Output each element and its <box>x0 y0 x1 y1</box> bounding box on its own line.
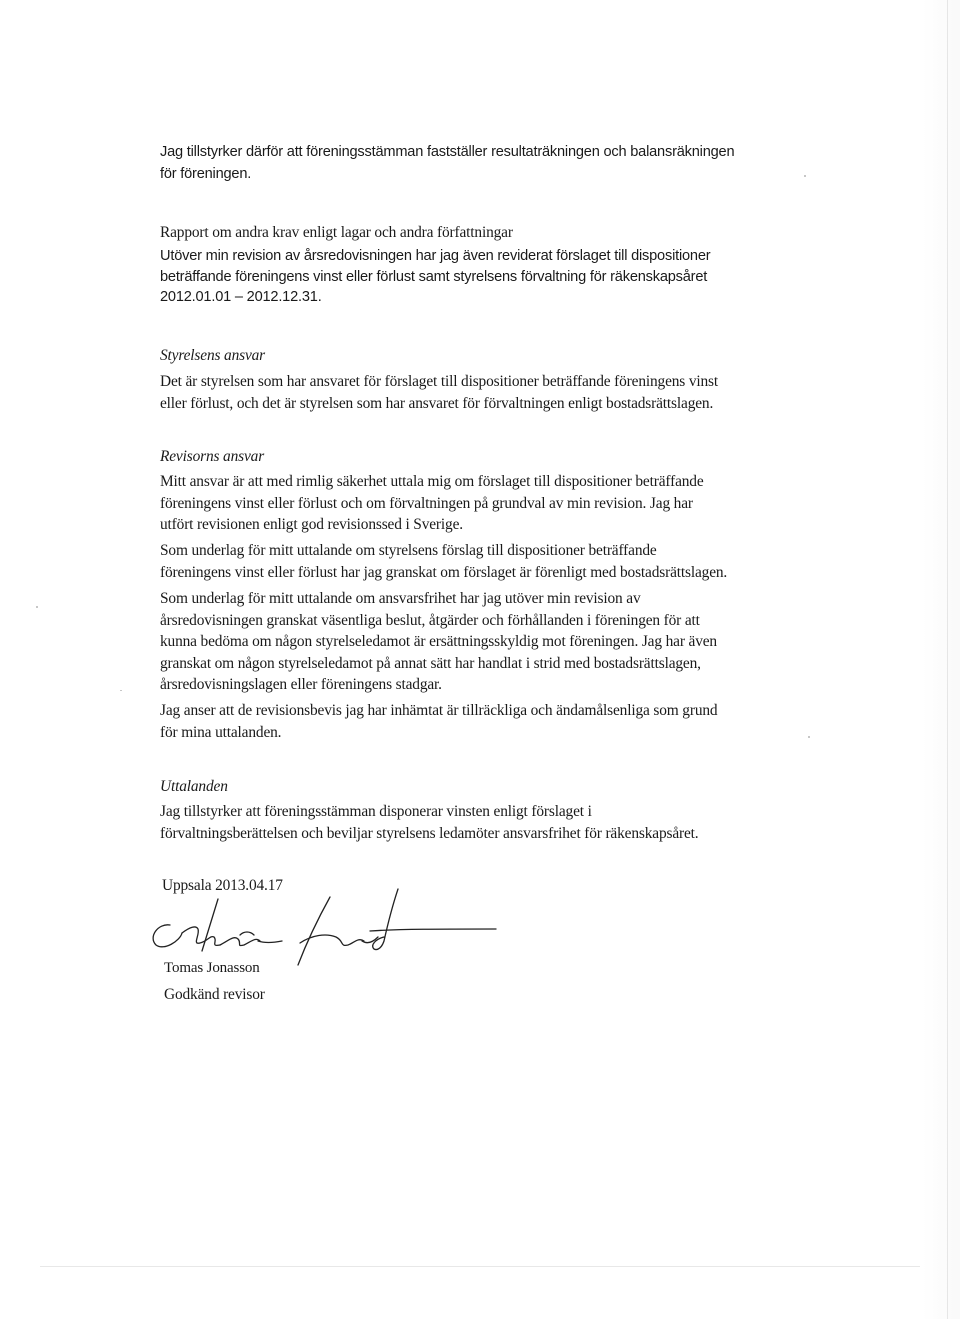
scan-speck <box>36 606 38 608</box>
signer-title: Godkänd revisor <box>164 986 265 1003</box>
scan-edge-line-right <box>947 0 948 1319</box>
underlag-ansvarsfrihet-paragraph: Som underlag för mitt uttalande om ansvarsfrihet har jag utöver min revision av årsredovisningen granskat väsentliga beslut, åtgärder och förhållanden i föreningen för att kunna bedöma om någon styrelseledamot är ersättningsskyldig mot föreningen. Jag har även granskat om någon styrelseledamot på annat sätt har handlat i strid med bostadsrättslagen, årsredovisningslagen eller föreningens stadgar. <box>160 590 717 693</box>
revisorns-ansvar-paragraph: Mitt ansvar är att med rimlig säkerhet uttala mig om förslaget till dispositioner beträffande föreningens vinst eller förlust och om förvaltningen på grundval av min revision. Jag har utfört revisionen enligt god revisionssed i Sverige. <box>160 473 704 533</box>
scan-shadow-right <box>922 0 960 1319</box>
report-body-paragraph: Utöver min revision av årsredovisningen har jag även reviderat förslaget till dispositioner beträffande föreningens vinst eller förlust samt styrelsens förvaltning för räkenskapsåret 2012.01.01 – 2012.12.31. <box>160 248 711 305</box>
scan-speck <box>120 690 122 691</box>
scan-edge-line-bottom <box>40 1266 920 1267</box>
revisionsbevis-paragraph: Jag anser att de revisionsbevis jag har inhämtat är tillräckliga och ändamålsenliga som grund för mina uttalanden. <box>160 702 718 741</box>
uttalanden-heading: Uttalanden <box>160 778 228 795</box>
signer-name: Tomas Jonasson <box>164 960 260 976</box>
styrelsens-ansvar-paragraph: Det är styrelsen som har ansvaret för förslaget till dispositioner beträffande föreningens vinst eller förlust, och det är styrelsen som har ansvaret för förvaltningen enligt bostadsrättslagen. <box>160 373 719 412</box>
place-and-date: Uppsala 2013.04.17 <box>162 877 283 894</box>
revisorns-ansvar-heading: Revisorns ansvar <box>160 448 265 465</box>
underlag-dispositioner-paragraph: Som underlag för mitt uttalande om styrelsens förslag till dispositioner beträffande föreningens vinst eller förlust har jag granskat om förslaget är förenligt med bostadsrättslagen. <box>160 542 728 581</box>
report-section-title: Rapport om andra krav enligt lagar och andra författningar <box>160 224 513 241</box>
styrelsens-ansvar-heading: Styrelsens ansvar <box>160 347 266 364</box>
uttalanden-paragraph: Jag tillstyrker att föreningsstämman disponerar vinsten enligt förslaget i förvaltningsberättelsen och beviljar styrelsens ledamöter ansvarsfrihet för räkenskapsåret. <box>160 803 699 842</box>
handwritten-signature <box>140 885 510 975</box>
intro-paragraph: Jag tillstyrker därför att föreningsstämman fastställer resultaträkningen och balansräkningen för föreningen. <box>160 144 735 182</box>
scan-speck <box>804 175 806 177</box>
scan-speck <box>808 736 810 738</box>
